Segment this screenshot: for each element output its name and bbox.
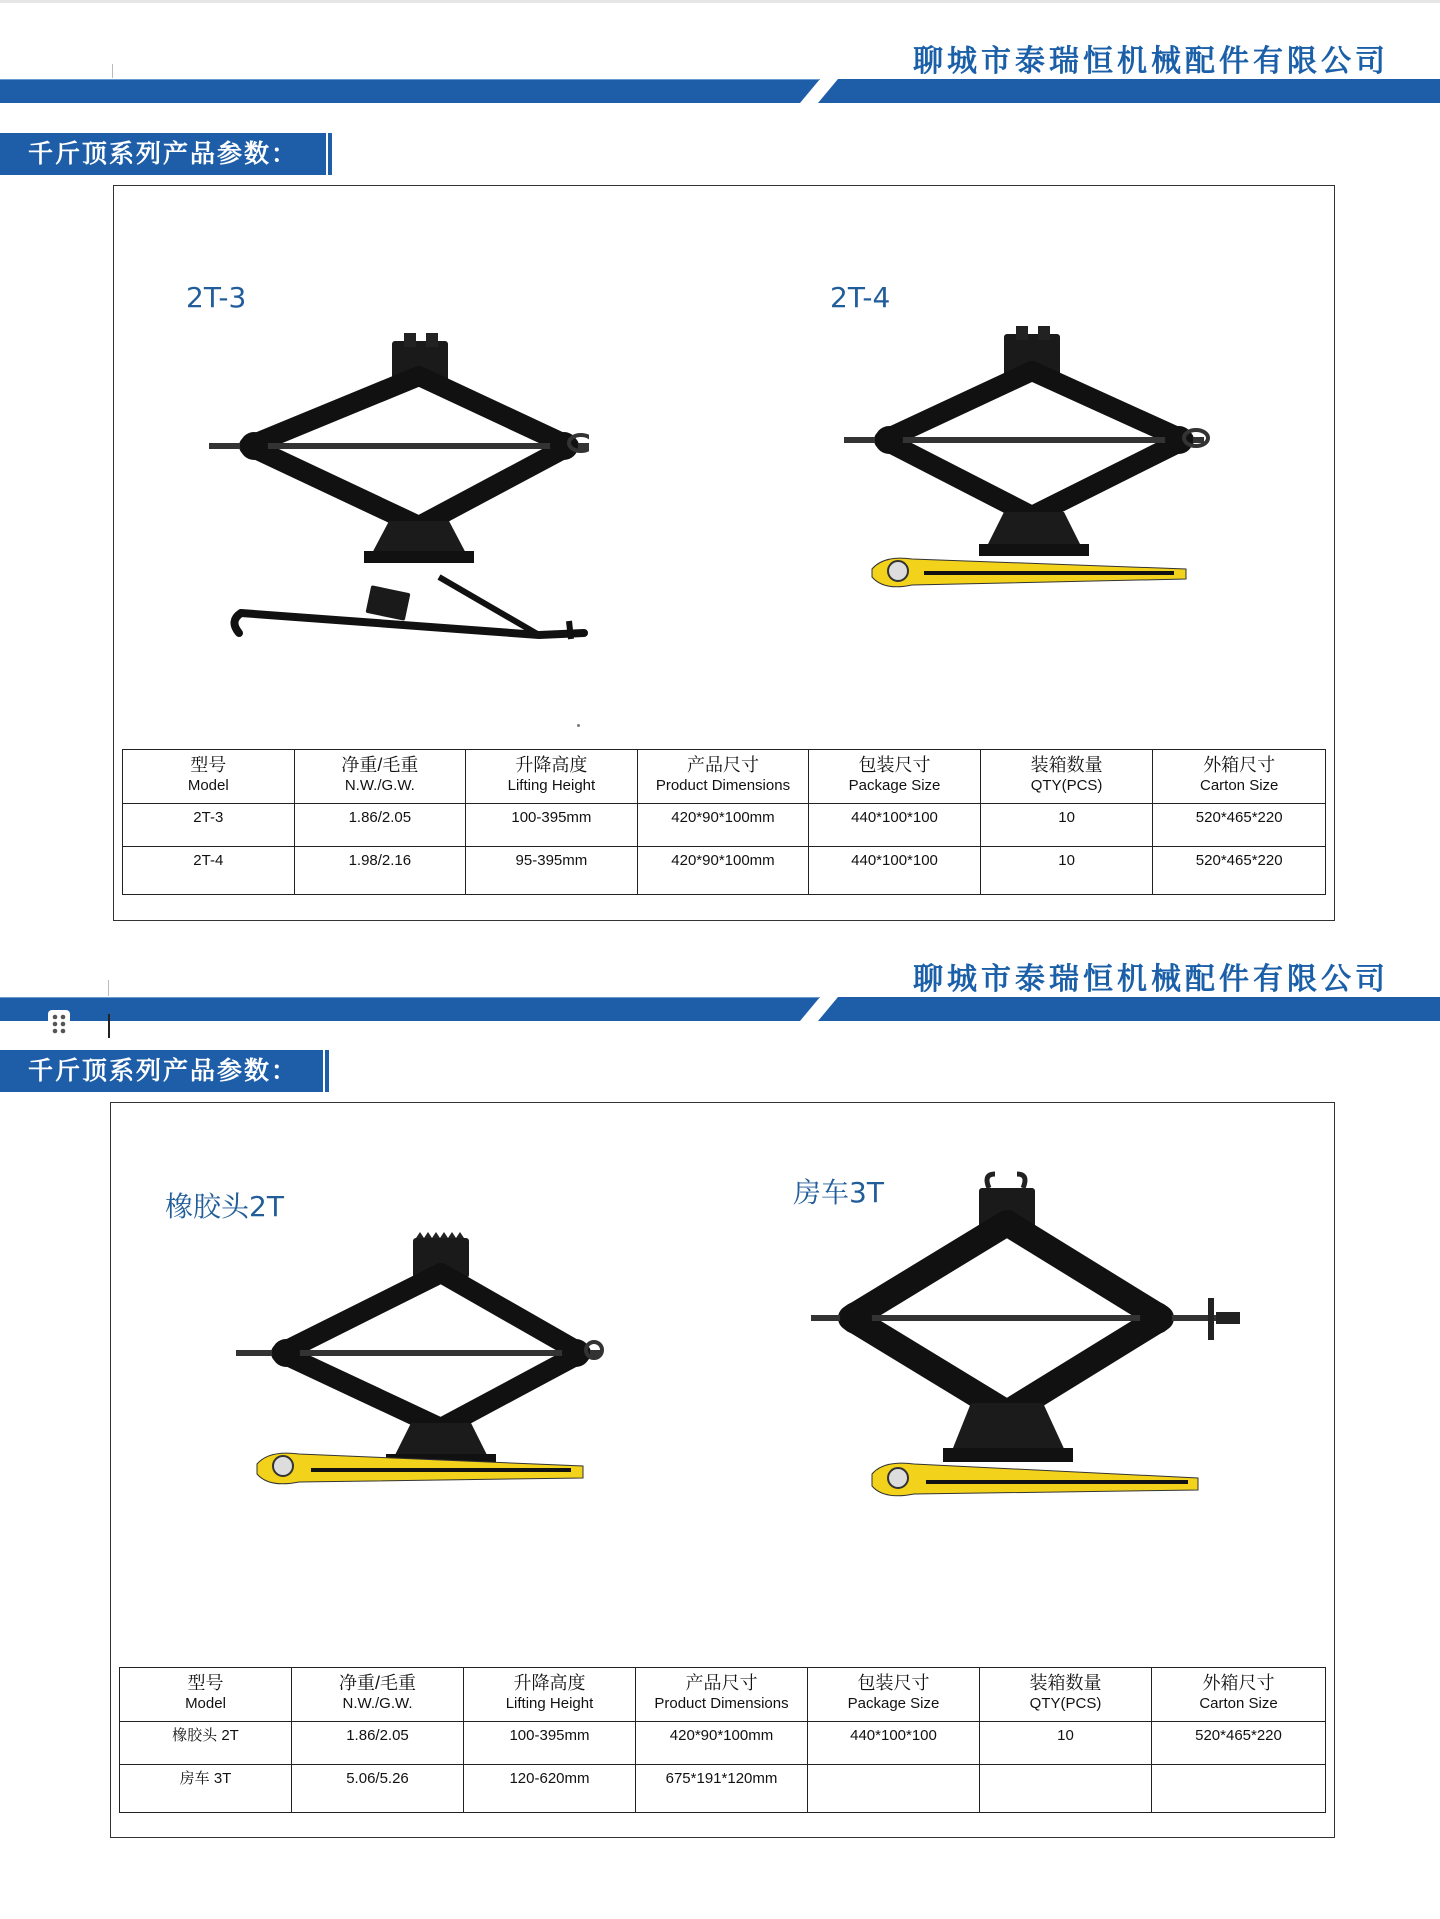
table-row — [120, 1765, 1326, 1813]
header-cell-weight: 净重/毛重 N.W./G.W. — [292, 1668, 464, 1722]
header-cell-carton-size: 外箱尺寸 Carton Size — [1152, 1668, 1326, 1722]
cell-lifting-height: 100-395mm — [464, 1722, 636, 1765]
cell-carton-size: 520*465*220 — [1153, 847, 1326, 895]
header-cell-product-dimensions: 产品尺寸 Product Dimensions — [637, 750, 809, 804]
cell-weight: 1.86/2.05 — [294, 804, 466, 847]
company-name-1: 聊城市泰瑞恒机械配件有限公司 — [913, 44, 1389, 79]
series-title-1: 千斤顶系列产品参数： — [0, 133, 326, 175]
ruler-tick — [112, 64, 113, 78]
product-name-rv-3t: 房车3T — [793, 1176, 884, 1209]
cell-product-dimensions: 675*191*120mm — [636, 1765, 808, 1813]
header-cell-model: 型号 Model — [123, 750, 295, 804]
ratchet-wrench-icon — [251, 1448, 591, 1498]
series-title-bar-2 — [325, 1050, 329, 1092]
header-cell-package-size: 包装尺寸 Package Size — [809, 750, 981, 804]
table-row — [123, 804, 1326, 847]
product-name-2t-4: 2T-4 — [830, 281, 891, 314]
cell-lifting-height: 100-395mm — [466, 804, 638, 847]
header-cell-product-dimensions: 产品尺寸 Product Dimensions — [636, 1668, 808, 1722]
cell-lifting-height: 120-620mm — [464, 1765, 636, 1813]
scissor-jack-rv-3t-image — [811, 1168, 1241, 1468]
cell-model: 2T-3 — [123, 804, 295, 847]
ratchet-wrench-icon — [866, 1458, 1206, 1508]
header-cell-carton-size: 外箱尺寸 Carton Size — [1153, 750, 1326, 804]
scissor-jack-2t-3-image — [209, 321, 589, 661]
text-cursor — [108, 1014, 110, 1038]
header-cell-qty: 装箱数量 QTY(PCS) — [980, 1668, 1152, 1722]
cell-lifting-height: 95-395mm — [466, 847, 638, 895]
top-border-line — [0, 0, 1440, 3]
cell-package-size: 440*100*100 — [809, 804, 981, 847]
ratchet-wrench-icon — [864, 551, 1194, 601]
cell-qty: 10 — [980, 847, 1153, 895]
series-title-2: 千斤顶系列产品参数： — [0, 1050, 323, 1092]
table-header-row — [120, 1668, 1326, 1722]
cell-carton-size — [1152, 1765, 1326, 1813]
cell-product-dimensions: 420*90*100mm — [637, 804, 809, 847]
drag-handle-icon[interactable] — [48, 1010, 70, 1038]
cell-model: 橡胶头 2T — [120, 1722, 292, 1765]
cell-qty: 10 — [980, 1722, 1152, 1765]
header-cell-lifting-height: 升降高度 Lifting Height — [464, 1668, 636, 1722]
cell-carton-size: 520*465*220 — [1153, 804, 1326, 847]
header-cell-lifting-height: 升降高度 Lifting Height — [466, 750, 638, 804]
header-cell-weight: 净重/毛重 N.W./G.W. — [294, 750, 466, 804]
header-cell-model: 型号 Model — [120, 1668, 292, 1722]
product-name-2t-3: 2T-3 — [186, 281, 247, 314]
product-frame-2 — [110, 1102, 1335, 1838]
cell-package-size: 440*100*100 — [808, 1722, 980, 1765]
cell-carton-size: 520*465*220 — [1152, 1722, 1326, 1765]
cell-package-size: 440*100*100 — [809, 847, 981, 895]
scan-dot — [577, 724, 580, 727]
table-row — [120, 1722, 1326, 1765]
cell-model: 房车 3T — [120, 1765, 292, 1813]
header-cell-package-size: 包装尺寸 Package Size — [808, 1668, 980, 1722]
spec-table-1 — [122, 749, 1326, 895]
header-band-2 — [0, 997, 1440, 1021]
cell-model: 2T-4 — [123, 847, 295, 895]
cell-package-size — [808, 1765, 980, 1813]
cell-weight: 5.06/5.26 — [292, 1765, 464, 1813]
product-frame-1 — [113, 185, 1335, 921]
cell-product-dimensions: 420*90*100mm — [636, 1722, 808, 1765]
cell-qty: 10 — [980, 804, 1153, 847]
series-title-bar-1 — [328, 133, 332, 175]
cell-weight: 1.98/2.16 — [294, 847, 466, 895]
company-name-2: 聊城市泰瑞恒机械配件有限公司 — [913, 962, 1389, 997]
spec-table-2 — [119, 1667, 1326, 1813]
cell-qty — [980, 1765, 1152, 1813]
header-cell-qty: 装箱数量 QTY(PCS) — [980, 750, 1153, 804]
product-name-rubber-2t: 橡胶头2T — [165, 1190, 284, 1223]
cell-weight: 1.86/2.05 — [292, 1722, 464, 1765]
header-band-1 — [0, 79, 1440, 103]
table-row — [123, 847, 1326, 895]
table-header-row — [123, 750, 1326, 804]
cell-product-dimensions: 420*90*100mm — [637, 847, 809, 895]
ruler-tick — [108, 980, 109, 996]
